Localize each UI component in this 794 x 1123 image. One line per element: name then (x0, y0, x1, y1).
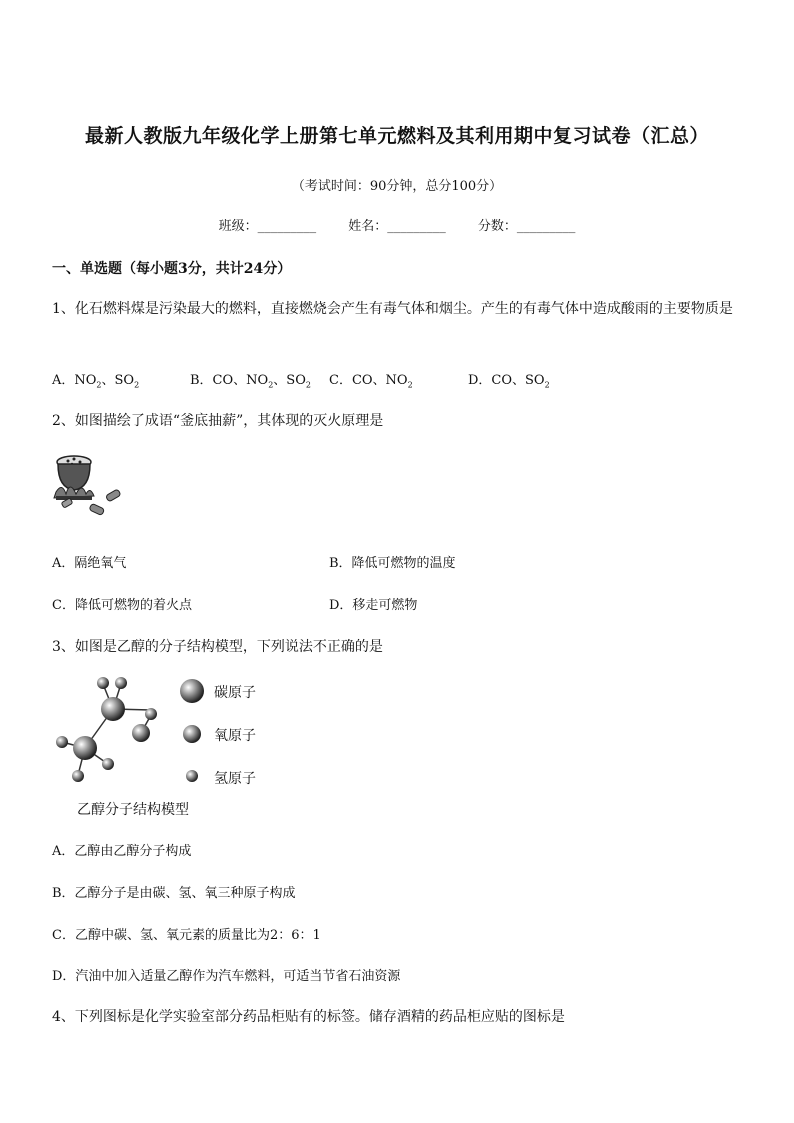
carbon-atom (101, 697, 125, 721)
q2-option-b[interactable]: B．降低可燃物的温度 (329, 556, 456, 571)
hydrogen-legend-icon (186, 770, 198, 782)
hydrogen-atom (145, 708, 157, 720)
question-3-stem: 3、如图是乙醇的分子结构模型，下列说法不正确的是 (52, 639, 383, 655)
hydrogen-atom (115, 677, 127, 689)
q1-option-a[interactable]: A．$NO_2$、$SO_2$ (52, 373, 140, 390)
carbon-atom (73, 736, 97, 760)
oxygen-legend-icon (183, 725, 201, 743)
oxygen-atom (132, 724, 150, 742)
hydrogen-atom (56, 736, 68, 748)
ethanol-molecule-diagram (50, 672, 180, 786)
q3-option-d[interactable]: D．汽油中加入适量乙醇作为汽车燃料，可适当节省石油资源 (52, 969, 401, 984)
exam-info: （考试时间：90分钟，总分100分） (291, 179, 503, 194)
molecule-caption: 乙醇分子结构模型 (77, 802, 189, 818)
atom-legend-icons (177, 678, 207, 788)
legend-carbon: 碳原子 (214, 685, 256, 701)
q2-option-c[interactable]: C．降低可燃物的着火点 (52, 598, 192, 613)
legend-hydrogen: 氢原子 (214, 771, 256, 787)
carbon-legend-icon (180, 679, 204, 703)
q2-option-d[interactable]: D．移走可燃物 (329, 598, 418, 613)
q2-option-a[interactable]: A．隔绝氧气 (52, 556, 127, 571)
q1-option-d[interactable]: D．CO、$SO_2$ (468, 373, 550, 390)
cauldron-fire-icon (52, 452, 126, 522)
q1-option-b[interactable]: B．CO、$NO_2$、$SO_2$ (190, 373, 311, 390)
score-field[interactable]: 分数：_________ (477, 219, 576, 234)
q3-option-a[interactable]: A．乙醇由乙醇分子构成 (52, 844, 192, 859)
name-field[interactable]: 姓名：_________ (348, 219, 446, 234)
q3-option-b[interactable]: B．乙醇分子是由碳、氢、氧三种原子构成 (52, 886, 296, 901)
q3-option-c[interactable]: C．乙醇中碳、氢、氧元素的质量比为2：6：1 (52, 928, 321, 943)
class-field[interactable]: 班级：_________ (218, 219, 317, 234)
q1-option-c[interactable]: C．CO、$NO_2$ (329, 373, 413, 390)
section-heading: 一、单选题（每小题3分，共计24分） (52, 261, 292, 277)
hydrogen-atom (102, 758, 114, 770)
page-title: 最新人教版九年级化学上册第七单元燃料及其利用期中复习试卷（汇总） (84, 125, 709, 147)
hydrogen-atom (72, 770, 84, 782)
legend-oxygen: 氧原子 (214, 728, 256, 744)
question-1-stem: 1、化石燃料煤是污染最大的燃料，直接燃烧会产生有毒气体和烟尘。产生的有毒气体中造成酸雨的主要物质是 (52, 301, 733, 317)
question-4-stem: 4、下列图标是化学实验室部分药品柜贴有的标签。储存酒精的药品柜应贴的图标是 (52, 1009, 565, 1025)
question-2-stem: 2、如图描绘了成语“釜底抽薪”，其体现的灭火原理是 (52, 413, 384, 429)
student-fields (0, 215, 794, 234)
hydrogen-atom (97, 677, 109, 689)
